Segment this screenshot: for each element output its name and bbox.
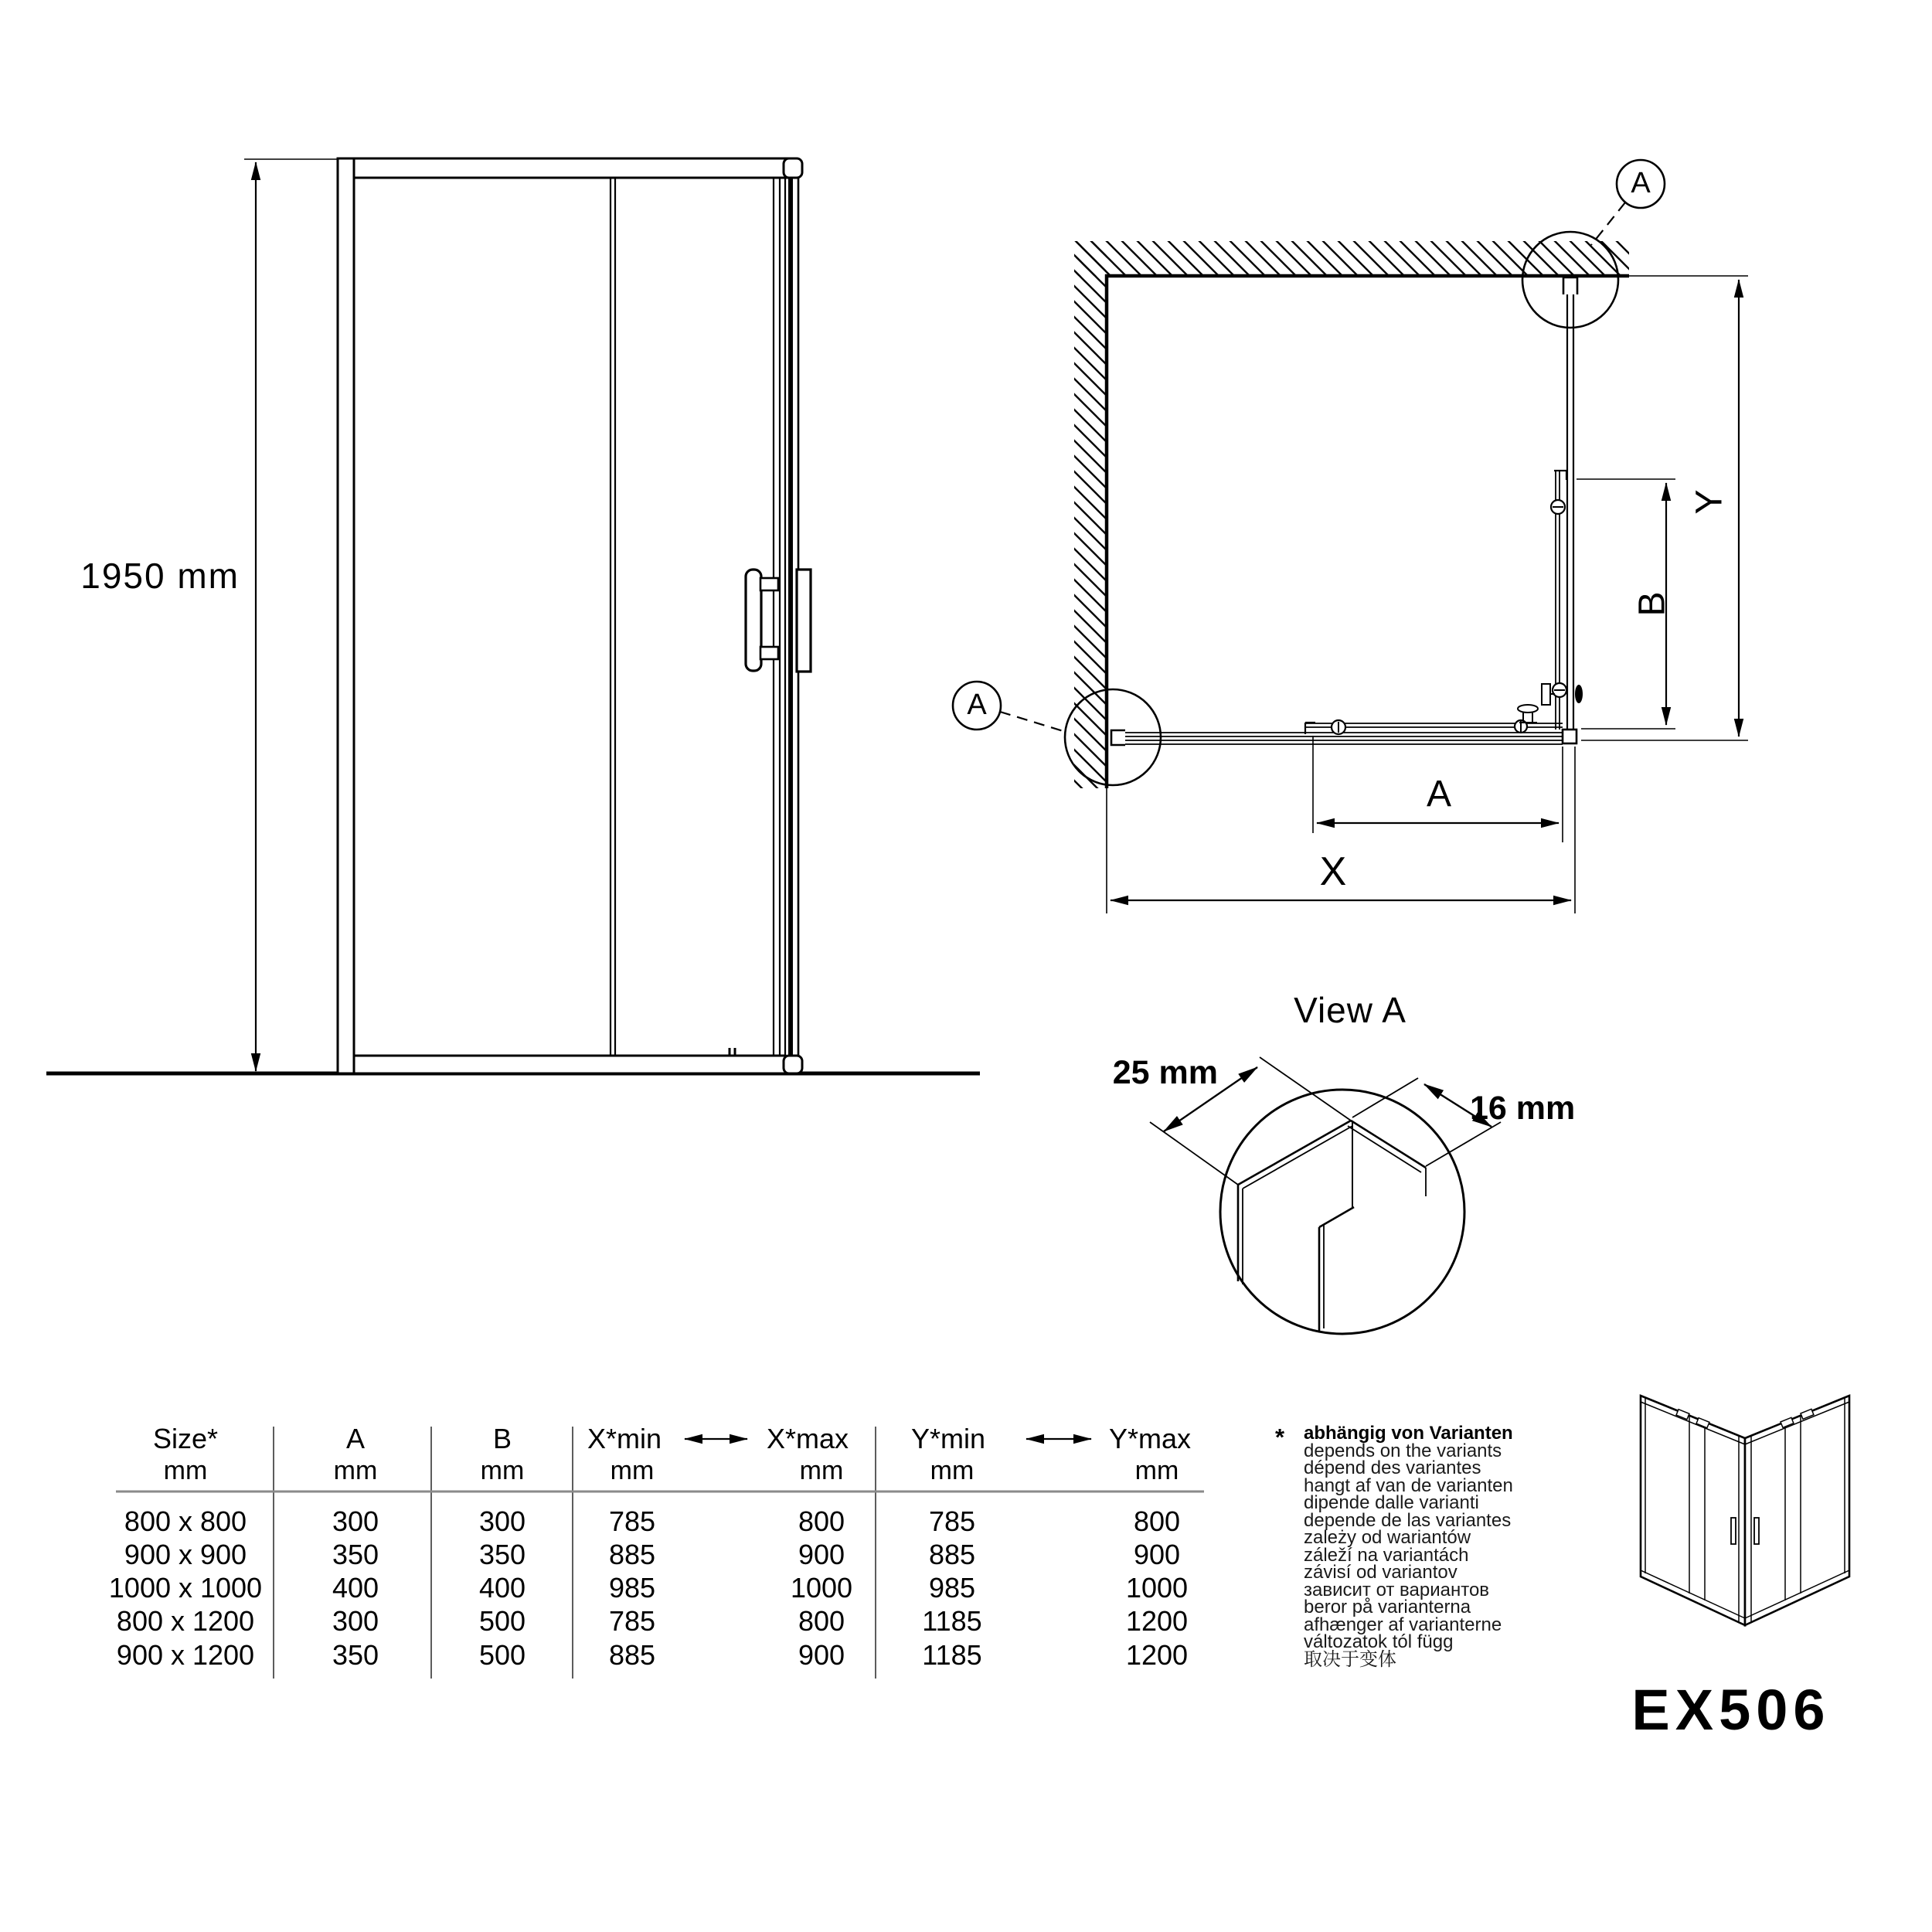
wall-profile-top [1563,277,1577,294]
table-value: 1185 [922,1605,982,1637]
table-value: 1200 [1125,1639,1189,1671]
front-view-drawing [46,158,980,1073]
table-value: 1200 [1125,1605,1189,1637]
frame-bottom-rail [354,1056,785,1073]
variant-note-line: záleží na variantách [1304,1544,1469,1566]
table-unit-header: mm [799,1456,844,1485]
plan-dim-b-label: B [1631,591,1673,617]
variant-note-line: zależy od wariantów [1304,1527,1471,1548]
outer-handle-knob [1575,685,1583,703]
table-value: 785 [928,1505,976,1537]
table-value: 900 [798,1539,845,1570]
table-value: 900 x 900 [124,1539,247,1570]
variant-note-line: változatok tól függ [1304,1631,1454,1652]
door-handle-bar [746,570,761,671]
table-value: 885 [608,1539,656,1570]
iso-handle-left [1731,1518,1736,1544]
table-header: Size* [152,1423,219,1454]
wall-hatch-top [1076,241,1629,276]
plan-dim-y-label: Y [1689,489,1730,515]
table-value: 500 [478,1605,526,1637]
table-value: 800 [798,1505,845,1537]
plan-dim-x-label: X [1319,849,1347,894]
variant-note-line: dipende dalle varianti [1304,1492,1479,1513]
table-value: 985 [608,1572,656,1604]
variant-note-line: abhängig von Varianten [1304,1423,1513,1444]
table-value: 1000 x 1000 [108,1572,263,1604]
plan-dim-a-label: A [1426,774,1451,815]
table-value: 800 x 1200 [116,1605,255,1637]
wall-hatch-left [1074,241,1107,788]
door-handle-plate [797,570,811,672]
detail-balloon-label-top: A [1631,167,1651,199]
door-handle-mount-top [760,578,778,590]
table-value: 785 [608,1605,656,1637]
table-value: 785 [608,1505,656,1537]
table-value: 300 [332,1605,379,1637]
variant-note-line: зависит от вариантов [1304,1579,1490,1600]
table-value: 900 x 1200 [116,1639,255,1671]
product-code: EX506 [1631,1678,1831,1742]
wall-profile-left [1111,730,1125,745]
frame-left-stile [338,158,354,1073]
table-header: Y*max [1108,1423,1192,1454]
table-value: 800 [798,1605,845,1637]
front-height-label: 1950 mm [80,556,240,596]
variant-note-line: depends on the variants [1304,1440,1502,1461]
detail-view-title: View A [1294,990,1406,1030]
table-unit-header: mm [480,1456,525,1485]
variant-note-line: závisí od variantov [1304,1562,1458,1583]
table-value: 900 [1133,1539,1181,1570]
balloon-leader [1000,712,1066,732]
table-value: 900 [798,1639,845,1671]
table-value: 885 [928,1539,976,1570]
table-header: X*min [587,1423,662,1454]
frame-top-rail [338,158,788,178]
table-value: 400 [478,1572,526,1604]
table-value: 350 [332,1639,379,1671]
table-unit-header: mm [1134,1456,1179,1485]
variant-note-line: depende de las variantes [1304,1509,1512,1531]
variant-note-block [1304,1425,1566,1668]
corner-block [1563,730,1577,743]
variant-note-line: dépend des variantes [1304,1458,1481,1478]
table-value: 300 [332,1505,379,1537]
table-value: 985 [928,1572,976,1604]
variant-note-line: beror på varianterna [1304,1597,1471,1617]
table-value: 300 [478,1505,526,1537]
table-value: 1000 [1125,1572,1189,1604]
table-header: X*max [766,1423,849,1454]
table-header: B [492,1423,512,1454]
table-header: A [345,1423,365,1454]
table-value: 1000 [790,1572,853,1604]
table-value: 1185 [922,1639,982,1671]
table-unit-header: mm [333,1456,378,1485]
detail-balloon-label-left: A [967,689,987,721]
iso-handle-right [1754,1518,1759,1544]
variant-note-line: 取决于变体 [1304,1648,1396,1670]
adjuster-cap [1518,705,1538,713]
table-unit-header: mm [163,1456,208,1485]
plan-view-drawing [953,160,1748,913]
door-handle-mount-bottom [760,647,778,659]
footnote-marker: * [1275,1423,1285,1451]
table-value: 800 [1133,1505,1181,1537]
table-value: 350 [332,1539,379,1570]
table-header: Y*min [910,1423,986,1454]
frame-bottom-cap [784,1056,802,1073]
detail-dim-25mm-label: 25 mm [1112,1054,1218,1091]
table-unit-header: mm [610,1456,655,1485]
detail-view-drawing [1150,1057,1501,1334]
table-value: 885 [608,1639,656,1671]
table-unit-header: mm [930,1456,975,1485]
balloon-leader [1591,202,1625,245]
iso-thumbnail-drawing [1641,1396,1849,1625]
variant-note-line: hangt af van de varianten [1304,1475,1513,1496]
table-value: 350 [478,1539,526,1570]
detail-dim-16mm-label: 16 mm [1470,1090,1576,1127]
frame-top-cap [784,158,802,178]
table-value: 400 [332,1572,379,1604]
table-value: 500 [478,1639,526,1671]
table-value: 800 x 800 [124,1505,247,1537]
variant-note-line: afhænger af varianterne [1304,1614,1502,1635]
